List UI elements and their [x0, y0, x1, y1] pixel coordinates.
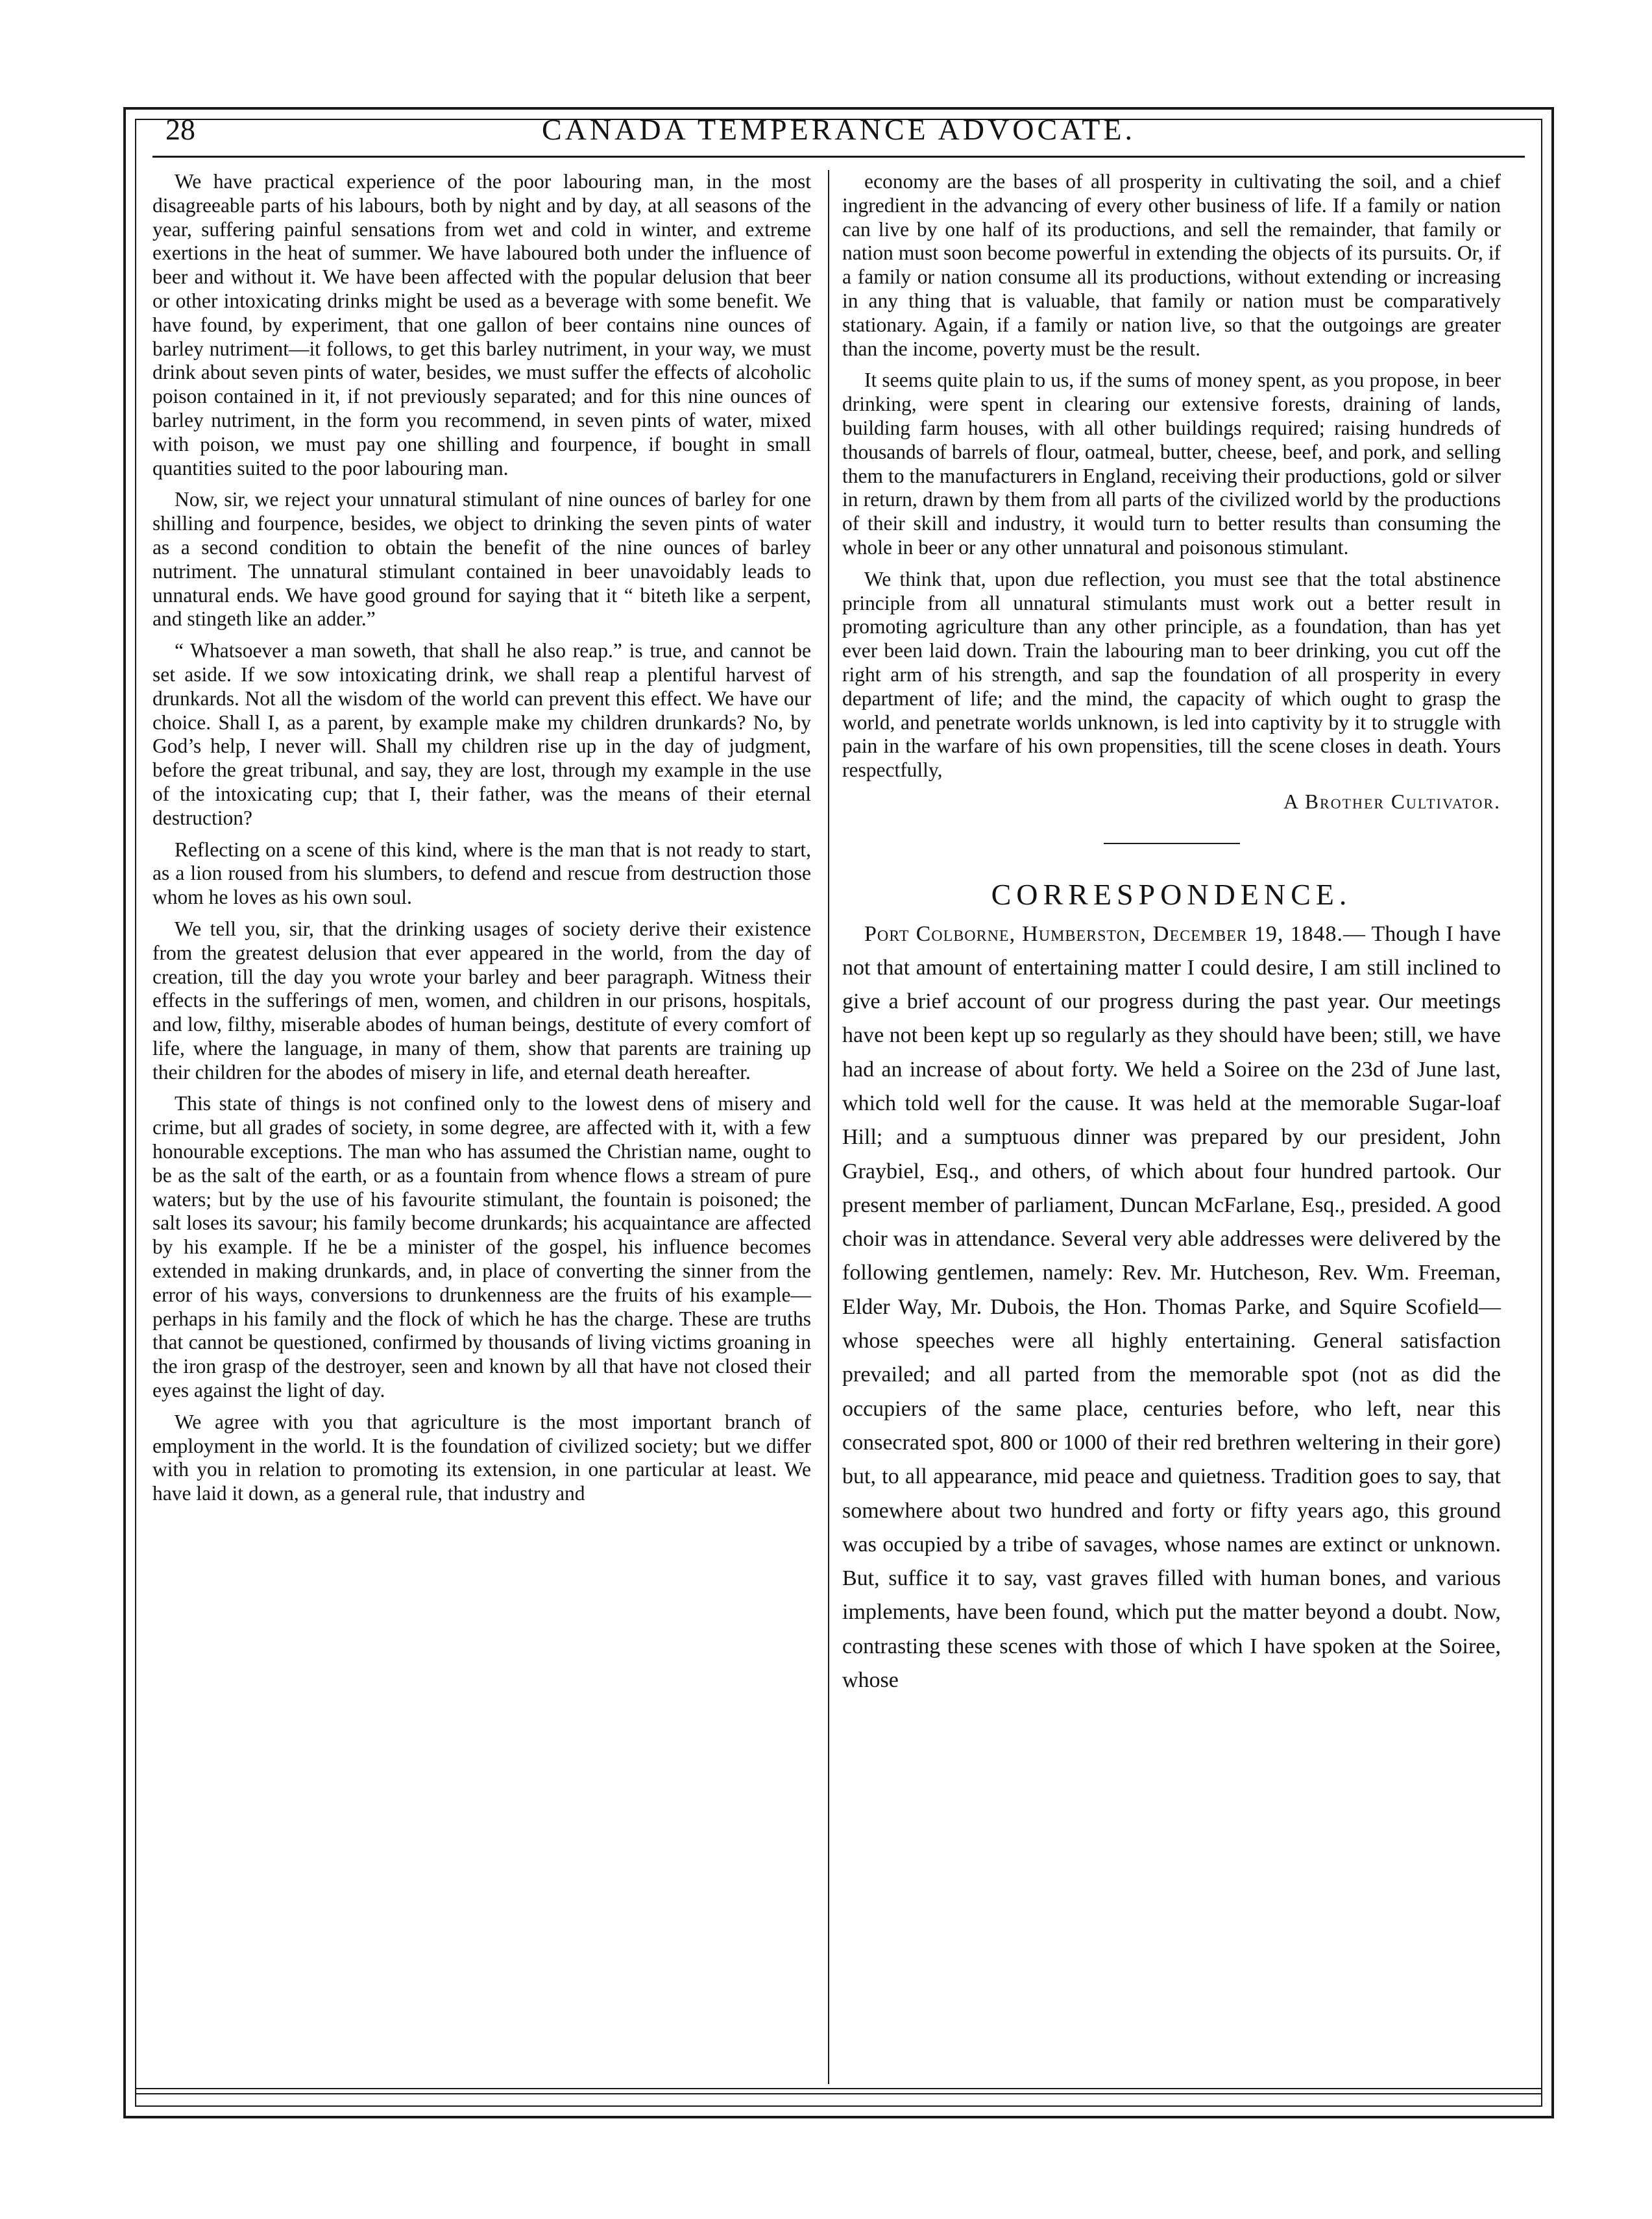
article-paragraph: We think that, upon due reflection, you must see that the total abstinence principle from all unnatural stimulants must work out a better result in promoting agriculture than any other principle, as a foundation, than has yet ever been laid down. Train the labouring man to beer drinking, you cut off the right arm of his strength, and sap the foundation of all prosperity in every department of life; and the mind, the capacity of which ought to grasp the world, and penetrate worlds unknown, is led into captivity by it to struggle with pain in the warfare of his own propensities, till the scene closes in death. Yours respectfully,: [842, 567, 1501, 782]
column-divider: [828, 170, 829, 2084]
correspondence-letter: [842, 917, 1501, 1698]
article-paragraph: We have practical experience of the poor labouring man, in the most disagreeable parts of his labours, both by night and by day, at all seasons of the year, suffering painful sensations from wet and cold in winter, and extreme exertions in the heat of summer. We have laboured both under the influence of beer and without it. We have been affected with the popular delusion that beer or other intoxicating drinks might be used as a beverage with some benefit. We have found, by experiment, that one gallon of beer contains nine ounces of barley nutriment—it follows, to get this barley nutriment, in your way, we must drink about seven pints of water, besides, we must suffer the effects of alcoholic poison contained in it, if not previously separated; and for this nine ounces of barley nutriment, in the form you recommend, in seven pints of water, mixed with poison, we must pay one shilling and fourpence, if bought in small quantities suited to the poor labouring man.: [152, 170, 811, 479]
letter-body: Though I have not that amount of entertaining matter I could desire, I am still inclined to give a brief account of our progress during the past year. Our meetings have not been kept up so regularly as they should have been; still, we have had an increase of about forty. We held a Soiree on the 23d of June last, which told well for the cause. It was held at the memorable Sugar-loaf Hill; and a sumptuous dinner was prepared by our president, John Graybiel, Esq., and others, of which about four hundred partook. Our present member of parliament, Duncan McFarlane, Esq., presided. A good choir was in attendance. Several very able addresses were delivered by the following gentlemen, namely: Rev. Mr. Hutcheson, Rev. Wm. Freeman, Elder Way, Mr. Dubois, the Hon. Thomas Parke, and Squire Scofield—whose speeches were all highly entertaining. General satisfaction prevailed; and all parted from the memorable spot (not as did the occupiers of the same place, centuries before, who left, near this consecrated spot, 800 or 1000 of their red brethren weltering in their gore) but, to all appearance, mid peace and quietness. Tradition goes to say, that somewhere about two hundred and forty or fifty years ago, this ground was occupied by a tribe of savages, whose names are extinct or unknown. But, suffice it to say, vast graves filled with human bones, and various implements, have been found, which put the matter beyond a doubt. Now, contrasting these scenes with those of which I have spoken at the Soiree, whose: [842, 921, 1501, 1693]
header-rule: [152, 156, 1525, 158]
right-column: [842, 170, 1501, 1697]
article-signature: A Brother Cultivator.: [1283, 790, 1501, 813]
article-paragraph: “ Whatsoever a man soweth, that shall he also reap.” is true, and cannot be set aside. If we sow intoxicating drink, we shall reap a plentiful harvest of drunkards. Not all the wisdom of the world can prevent this effect. We have our choice. Shall I, as a parent, by example make my children drunkards? No, by God’s help, I never will. Shall my children rise up in the day of judgment, before the great tribunal, and say, they are lost, through my example in the use of the intoxicating cup; that I, their father, was the means of their eternal destruction?: [152, 639, 811, 829]
article-paragraph: It seems quite plain to us, if the sums of money spent, as you propose, in beer drinking, were spent in clearing our extensive forests, draining of lands, building farm houses, with all other buildings required; raising hundreds of thousands of barrels of flour, oatmeal, butter, cheese, beef, and pork, and selling them to the manufacturers in England, receiving their productions, gold or silver in return, drawn by them from all parts of the civilized world by the productions of their skill and industry, it would turn to better results than consuming the whole in beer or any other unnatural and poisonous stimulant.: [842, 369, 1501, 559]
article-paragraph: economy are the bases of all prosperity in cultivating the soil, and a chief ingredient in the advancing of every other business of life. If a family or nation can live by one half of its productions, and sell the remainder, that family or nation must soon become powerful in extending the objects of its pursuits. Or, if a family or nation consume all its productions, without extending or increasing in any thing that is valuable, that family or nation must be comparatively stationary. Again, if a family or nation live, so that the outgoings are greater than the income, poverty must be the result.: [842, 170, 1501, 360]
article-paragraph: We tell you, sir, that the drinking usages of society derive their existence from the greatest delusion that ever appeared in the world, from the day of creation, till the day you wrote your barley and beer paragraph. Witness their effects in the sufferings of men, women, and children in our prisons, hospitals, and low, filthy, miserable abodes of human beings, destitute of every comfort of life, where the language, in many of them, show that parents are training up their children for the abodes of misery in life, and eternal death hereafter.: [152, 917, 811, 1084]
page-header: [152, 104, 1525, 156]
section-heading: CORRESPONDENCE.: [991, 877, 1352, 911]
footer-rule: [135, 2088, 1542, 2089]
footer-rule: [135, 2093, 1542, 2094]
section-separator-rule: [1104, 843, 1240, 844]
article-paragraph: We agree with you that agriculture is the most important branch of employment in the world. It is the foundation of civilized society; but we differ with you in relation to promoting its extension, in one particular at least. We have laid it down, as a general rule, that industry and: [152, 1410, 811, 1505]
article-paragraph: Now, sir, we reject your unnatural stimulant of nine ounces of barley for one shilling and fourpence, besides, we object to drinking the seven pints of water as a second condition to obtain the benefit of the nine ounces of barley nutriment. The unnatural stimulant contained in beer unavoidably leads to unnatural ends. We have good ground for saying that it “ biteth like a serpent, and stingeth like an adder.”: [152, 488, 811, 631]
article-paragraph: This state of things is not confined only to the lowest dens of misery and crime, but all grades of society, in some degree, are affected with it, with a few honourable exceptions. The man who has assumed the Christian name, ought to be as the salt of the earth, or as a fountain from whence flows a stream of pure waters; but by the use of his favourite stimulant, the fountain is poisoned; the salt loses its savour; his family become drunkards; his acquaintance are affected by his example. If he be a minister of the gospel, his influence becomes extended in making drunkards, and, in place of converting the sinner from the error of his ways, conversions to drunkenness are the fruits of his example—perhaps in his family and the flock of which he has the charge. These are truths that cannot be questioned, confirmed by thousands of living victims groaning in the iron grasp of the destroyer, seen and known by all that have not closed their eyes against the light of day.: [152, 1092, 811, 1402]
running-head: CANADA TEMPERANCE ADVOCATE.: [542, 113, 1136, 146]
page-number: 28: [165, 113, 195, 146]
letter-dateline: Port Colborne, Humberston, December 19, 1848.—: [864, 921, 1367, 946]
left-column: [152, 170, 811, 1514]
article-paragraph: Reflecting on a scene of this kind, where is the man that is not ready to start, as a lion roused from his slumbers, to defend and rescue from destruction those whom he loves as his own soul.: [152, 838, 811, 909]
